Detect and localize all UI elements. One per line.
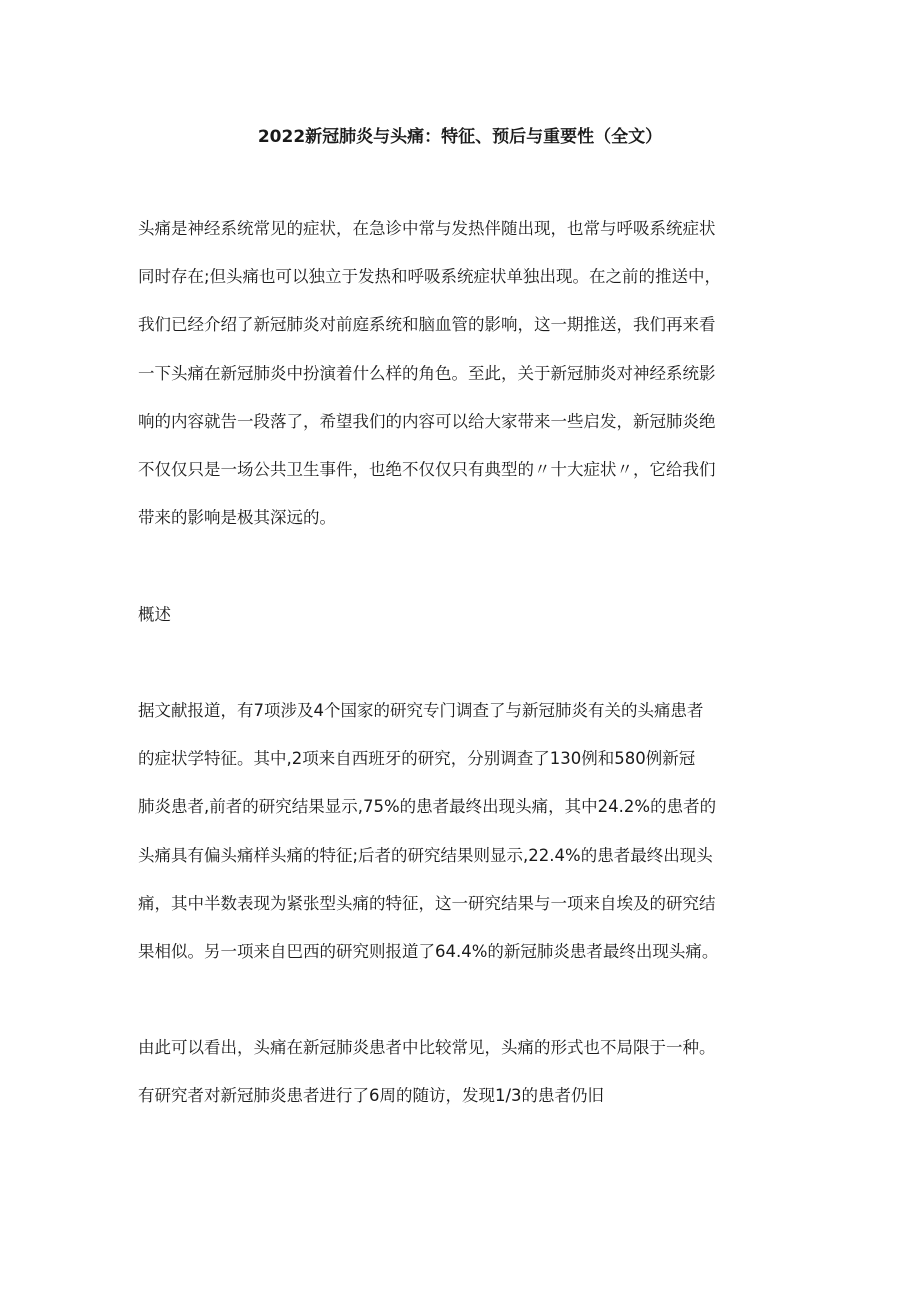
document-title: 2022新冠肺炎与头痛：特征、预后与重要性（全文） xyxy=(257,127,663,147)
intro-line: 一下头痛在新冠肺炎中扮演着什么样的角色。至此，关于新冠肺炎对神经系统影 xyxy=(138,364,716,383)
intro-line: 不仅仅只是一场公共卫生事件，也绝不仅仅只有典型的〃十大症状〃，它给我们 xyxy=(138,460,716,479)
overview-line: 头痛具有偏头痛样头痛的特征;后者的研究结果则显示,22.4%的患者最终出现头 xyxy=(138,846,713,865)
overview-line: 据文献报道，有7项涉及4个国家的研究专门调查了与新冠肺炎有关的头痛患者 xyxy=(138,701,704,720)
overview-line: 痛，其中半数表现为紧张型头痛的特征，这一研究结果与一项来自埃及的研究结 xyxy=(138,894,716,913)
overview-line: 肺炎患者,前者的研究结果显示,75%的患者最终出现头痛，其中24.2%的患者的 xyxy=(138,797,717,816)
section-heading: 概述 xyxy=(138,605,171,624)
intro-line: 响的内容就告一段落了，希望我们的内容可以给大家带来一些启发，新冠肺炎绝 xyxy=(138,412,716,431)
intro-line: 我们已经介绍了新冠肺炎对前庭系统和脑血管的影响，这一期推送，我们再来看 xyxy=(138,315,716,334)
overview-line: 果相似。另一项来自巴西的研究则报道了64.4%的新冠肺炎患者最终出现头痛。 xyxy=(138,942,719,961)
conclusion-line: 有研究者对新冠肺炎患者进行了6周的随访，发现1/3的患者仍旧 xyxy=(138,1086,605,1105)
intro-line: 同时存在;但头痛也可以独立于发热和呼吸系统症状单独出现。在之前的推送中， xyxy=(138,267,722,286)
intro-line: 头痛是神经系统常见的症状，在急诊中常与发热伴随出现，也常与呼吸系统症状 xyxy=(138,219,716,238)
conclusion-line: 由此可以看出，头痛在新冠肺炎患者中比较常见，头痛的形式也不局限于一种。 xyxy=(138,1038,716,1057)
overview-line: 的症状学特征。其中,2项来自西班牙的研究，分别调查了130例和580例新冠 xyxy=(138,749,696,768)
intro-line: 带来的影响是极其深远的。 xyxy=(138,508,336,527)
